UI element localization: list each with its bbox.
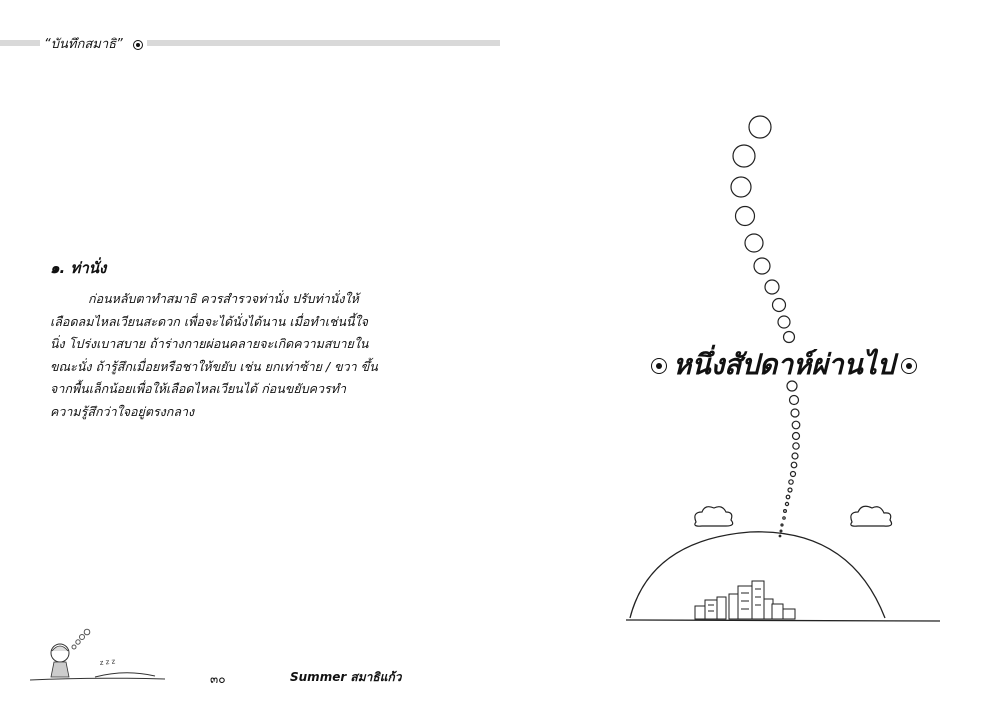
paragraph-line: นิ่ง โปร่งเบาสบาย ถ้าร่างกายผ่อนคลายจะเกิดความสบายใน — [50, 336, 369, 352]
child-mascot-icon — [30, 625, 170, 685]
paragraph-line: เลือดลมไหลเวียนสะดวก เพื่อจะได้นั่งได้นาน เมื่อทำเช่นนี้ใจ — [50, 313, 368, 329]
target-bullet-icon — [133, 40, 143, 50]
cloud-icon — [695, 506, 892, 526]
book-title: Summer สมาธิแก้ว — [290, 670, 402, 684]
section-title: ๑. ท่านั่ง — [50, 259, 107, 277]
chapter-title-text: หนึ่งสัปดาห์ผ่านไป — [673, 348, 895, 381]
chapter-title — [645, 343, 923, 387]
paragraph-line: ความรู้สึกว่าใจอยู่ตรงกลาง — [50, 403, 195, 419]
target-bullet-icon — [651, 358, 667, 374]
paragraph-line: ก่อนหลับตาทำสมาธิ ควรสำรวจท่านั่ง ปรับท่านั่งให้ — [88, 291, 359, 306]
target-bullet-icon — [901, 358, 917, 374]
paragraph — [50, 288, 385, 424]
paragraph-line: จากพื้นเล็กน้อยเพื่อให้เลือดไหลเวียนได้ ก่อนขยับควรทำ — [50, 381, 346, 397]
bubble-icon — [731, 116, 800, 537]
running-header — [40, 33, 147, 54]
city-skyline — [695, 581, 795, 619]
page-number: ๓๐ — [210, 672, 226, 686]
running-title: “บันทึกสมาธิ” — [44, 37, 123, 52]
paragraph-line: ขณะนั่ง ถ้ารู้สึกเมื่อยหรือชาให้ขยับ เช่น ยกเท่าซ้าย / ขวา ขึ้น — [50, 358, 378, 374]
svg-text:z z z: z z z — [99, 657, 116, 667]
